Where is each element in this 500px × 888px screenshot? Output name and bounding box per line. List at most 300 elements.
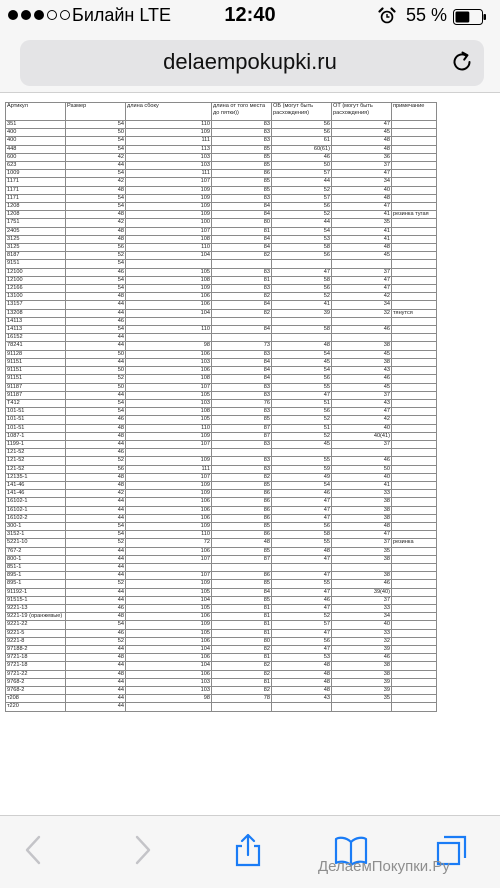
table-row xyxy=(6,186,437,194)
size-cell: 46 xyxy=(66,416,126,424)
hip-girth-cell: 56 xyxy=(272,637,332,645)
article-cell: 1087-1 xyxy=(6,432,66,440)
hip-girth-cell: 49 xyxy=(272,473,332,481)
side-length-cell: 110 xyxy=(126,424,212,432)
size-cell: 54 xyxy=(66,260,126,268)
side-length-cell: 109 xyxy=(126,194,212,202)
waist-girth-cell: 41 xyxy=(332,211,392,219)
note-cell xyxy=(392,572,437,580)
article-cell: 1208 xyxy=(6,203,66,211)
header-waist-girth: ОТ (могут быть расхождения) xyxy=(332,103,392,121)
waist-girth-cell: 47 xyxy=(332,121,392,129)
waist-girth-cell: 33 xyxy=(332,490,392,498)
reload-icon[interactable] xyxy=(449,49,475,75)
note-cell xyxy=(392,473,437,481)
hip-girth-cell: 56 xyxy=(272,375,332,383)
table-row xyxy=(6,522,437,530)
heel-length-cell xyxy=(212,563,272,571)
heel-length-cell: 78 xyxy=(212,695,272,703)
heel-length-cell: 84 xyxy=(212,211,272,219)
table-row xyxy=(6,129,437,137)
header-note: примечание xyxy=(392,103,437,121)
heel-length-cell xyxy=(212,449,272,457)
hip-girth-cell: 48 xyxy=(272,687,332,695)
table-row xyxy=(6,391,437,399)
table-row xyxy=(6,194,437,202)
size-cell: 54 xyxy=(66,621,126,629)
hip-girth-cell: 54 xyxy=(272,350,332,358)
heel-length-cell: 83 xyxy=(212,268,272,276)
size-cell: 48 xyxy=(66,211,126,219)
heel-length-cell: 85 xyxy=(212,153,272,161)
hip-girth-cell: 56 xyxy=(272,522,332,530)
note-cell xyxy=(392,481,437,489)
hip-girth-cell xyxy=(272,703,332,711)
waist-girth-cell: 37 xyxy=(332,391,392,399)
article-cell: 91192-1 xyxy=(6,588,66,596)
side-length-cell: 110 xyxy=(126,244,212,252)
heel-length-cell: 86 xyxy=(212,498,272,506)
size-cell: 48 xyxy=(66,424,126,432)
heel-length-cell: 83 xyxy=(212,129,272,137)
heel-length-cell: 83 xyxy=(212,383,272,391)
note-cell xyxy=(392,662,437,670)
heel-length-cell: 82 xyxy=(212,662,272,670)
article-cell: 9151 xyxy=(6,260,66,268)
hip-girth-cell: 55 xyxy=(272,539,332,547)
article-cell: 9221-13 xyxy=(6,604,66,612)
table-row xyxy=(6,440,437,448)
side-length-cell: 108 xyxy=(126,408,212,416)
heel-length-cell: 83 xyxy=(212,194,272,202)
heel-length-cell: 86 xyxy=(212,572,272,580)
hip-girth-cell: 58 xyxy=(272,244,332,252)
back-chevron-icon[interactable] xyxy=(16,832,52,868)
size-cell: 44 xyxy=(66,563,126,571)
side-length-cell: 103 xyxy=(126,162,212,170)
side-length-cell: 109 xyxy=(126,211,212,219)
size-cell: 44 xyxy=(66,342,126,350)
article-cell: 9768-2 xyxy=(6,687,66,695)
heel-length-cell: 81 xyxy=(212,629,272,637)
table-row xyxy=(6,678,437,686)
waist-girth-cell: 50 xyxy=(332,465,392,473)
note-cell xyxy=(392,350,437,358)
side-length-cell: 109 xyxy=(126,129,212,137)
heel-length-cell: 87 xyxy=(212,432,272,440)
hip-girth-cell: 47 xyxy=(272,498,332,506)
heel-length-cell: 82 xyxy=(212,687,272,695)
waist-girth-cell: 38 xyxy=(332,358,392,366)
waist-girth-cell: 47 xyxy=(332,531,392,539)
side-length-cell: 107 xyxy=(126,572,212,580)
heel-length-cell xyxy=(212,317,272,325)
hip-girth-cell: 39 xyxy=(272,309,332,317)
header-size: Размер xyxy=(66,103,126,121)
note-cell xyxy=(392,670,437,678)
table-row xyxy=(6,424,437,432)
note-cell xyxy=(392,268,437,276)
hip-girth-cell: 48 xyxy=(272,662,332,670)
article-cell: 12100 xyxy=(6,268,66,276)
table-row xyxy=(6,408,437,416)
heel-length-cell: 85 xyxy=(212,178,272,186)
hip-girth-cell: 56 xyxy=(272,129,332,137)
table-row xyxy=(6,465,437,473)
hip-girth-cell: 56 xyxy=(272,121,332,129)
side-length-cell: 106 xyxy=(126,301,212,309)
hip-girth-cell: 52 xyxy=(272,186,332,194)
heel-length-cell: 83 xyxy=(212,350,272,358)
hip-girth-cell: 52 xyxy=(272,211,332,219)
hip-girth-cell: 47 xyxy=(272,506,332,514)
heel-length-cell: 76 xyxy=(212,399,272,407)
table-row xyxy=(6,481,437,489)
heel-length-cell: 84 xyxy=(212,235,272,243)
heel-length-cell: 81 xyxy=(212,613,272,621)
size-cell: 44 xyxy=(66,547,126,555)
table-row xyxy=(6,293,437,301)
article-cell: 91515-1 xyxy=(6,596,66,604)
size-cell: 56 xyxy=(66,465,126,473)
note-cell xyxy=(392,596,437,604)
heel-length-cell: 83 xyxy=(212,465,272,473)
waist-girth-cell: 41 xyxy=(332,235,392,243)
side-length-cell: 111 xyxy=(126,465,212,473)
size-cell: 46 xyxy=(66,317,126,325)
size-cell: 54 xyxy=(66,170,126,178)
waist-girth-cell: 37 xyxy=(332,596,392,604)
note-cell xyxy=(392,334,437,342)
heel-length-cell: 84 xyxy=(212,326,272,334)
size-cell: 54 xyxy=(66,145,126,153)
waist-girth-cell: 47 xyxy=(332,203,392,211)
heel-length-cell: 82 xyxy=(212,252,272,260)
side-length-cell: 107 xyxy=(126,178,212,186)
waist-girth-cell: 40 xyxy=(332,473,392,481)
hip-girth-cell: 55 xyxy=(272,580,332,588)
article-cell: 16102-1 xyxy=(6,506,66,514)
waist-girth-cell xyxy=(332,563,392,571)
size-cell: 48 xyxy=(66,235,126,243)
note-cell xyxy=(392,383,437,391)
article-cell: 300-1 xyxy=(6,522,66,530)
side-length-cell: 103 xyxy=(126,153,212,161)
table-row xyxy=(6,309,437,317)
table-row xyxy=(6,539,437,547)
table-row xyxy=(6,260,437,268)
waist-girth-cell: 40 xyxy=(332,424,392,432)
size-cell: 54 xyxy=(66,121,126,129)
size-cell: 48 xyxy=(66,613,126,621)
side-length-cell: 103 xyxy=(126,678,212,686)
note-cell xyxy=(392,186,437,194)
note-cell xyxy=(392,408,437,416)
note-cell xyxy=(392,490,437,498)
note-cell xyxy=(392,604,437,612)
article-cell: 5221-10 xyxy=(6,539,66,547)
article-cell: 14113 xyxy=(6,317,66,325)
size-cell: 52 xyxy=(66,375,126,383)
size-cell: 42 xyxy=(66,490,126,498)
note-cell xyxy=(392,227,437,235)
side-length-cell: 107 xyxy=(126,473,212,481)
note-cell xyxy=(392,293,437,301)
hip-girth-cell: 51 xyxy=(272,399,332,407)
note-cell xyxy=(392,416,437,424)
article-cell: 448 xyxy=(6,145,66,153)
waist-girth-cell: 37 xyxy=(332,268,392,276)
waist-girth-cell: 42 xyxy=(332,416,392,424)
side-length-cell: 105 xyxy=(126,629,212,637)
table-row xyxy=(6,203,437,211)
forward-chevron-icon[interactable] xyxy=(124,832,160,868)
note-cell xyxy=(392,244,437,252)
table-row xyxy=(6,121,437,129)
article-cell: 91128 xyxy=(6,350,66,358)
note-cell xyxy=(392,588,437,596)
table-row xyxy=(6,473,437,481)
table-row xyxy=(6,563,437,571)
waist-girth-cell: 45 xyxy=(332,252,392,260)
table-row xyxy=(6,301,437,309)
waist-girth-cell: 35 xyxy=(332,695,392,703)
article-cell: т208 xyxy=(6,695,66,703)
side-length-cell: 107 xyxy=(126,227,212,235)
table-row xyxy=(6,687,437,695)
hip-girth-cell: 56 xyxy=(272,408,332,416)
side-length-cell: 105 xyxy=(126,604,212,612)
size-cell: 44 xyxy=(66,301,126,309)
note-cell xyxy=(392,276,437,284)
watermark: ДелаемПокупки.Ру xyxy=(318,858,450,875)
article-cell: 121-52 xyxy=(6,465,66,473)
web-content xyxy=(0,93,500,815)
table-row xyxy=(6,596,437,604)
side-length-cell: 105 xyxy=(126,268,212,276)
hip-girth-cell: 59 xyxy=(272,465,332,473)
size-cell: 56 xyxy=(66,244,126,252)
size-cell: 44 xyxy=(66,514,126,522)
note-cell xyxy=(392,498,437,506)
article-cell: 16102-1 xyxy=(6,498,66,506)
side-length-cell xyxy=(126,317,212,325)
side-length-cell: 106 xyxy=(126,367,212,375)
waist-girth-cell: 32 xyxy=(332,309,392,317)
hip-girth-cell: 52 xyxy=(272,416,332,424)
hip-girth-cell: 48 xyxy=(272,670,332,678)
side-length-cell: 105 xyxy=(126,588,212,596)
side-length-cell: 104 xyxy=(126,309,212,317)
size-cell: 48 xyxy=(66,227,126,235)
side-length-cell xyxy=(126,563,212,571)
waist-girth-cell: 37 xyxy=(332,440,392,448)
note-cell xyxy=(392,555,437,563)
waist-girth-cell: 46 xyxy=(332,457,392,465)
heel-length-cell: 84 xyxy=(212,367,272,375)
heel-length-cell: 86 xyxy=(212,514,272,522)
waist-girth-cell: 42 xyxy=(332,293,392,301)
table-row xyxy=(6,670,437,678)
size-cell: 44 xyxy=(66,498,126,506)
waist-girth-cell: 48 xyxy=(332,137,392,145)
note-cell xyxy=(392,703,437,711)
side-length-cell: 104 xyxy=(126,596,212,604)
size-cell: 52 xyxy=(66,580,126,588)
note-cell xyxy=(392,449,437,457)
hip-girth-cell: 58 xyxy=(272,531,332,539)
size-cell: 54 xyxy=(66,194,126,202)
heel-length-cell: 73 xyxy=(212,342,272,350)
hip-girth-cell: 58 xyxy=(272,326,332,334)
article-cell: 16152 xyxy=(6,334,66,342)
waist-girth-cell: 38 xyxy=(332,506,392,514)
size-cell: 48 xyxy=(66,481,126,489)
note-cell xyxy=(392,235,437,243)
article-cell: 400 xyxy=(6,137,66,145)
size-cell: 50 xyxy=(66,383,126,391)
hip-girth-cell: 53 xyxy=(272,654,332,662)
waist-girth-cell: 38 xyxy=(332,514,392,522)
side-length-cell: 105 xyxy=(126,416,212,424)
waist-girth-cell: 33 xyxy=(332,629,392,637)
table-row xyxy=(6,613,437,621)
side-length-cell: 113 xyxy=(126,145,212,153)
article-cell: 1171 xyxy=(6,194,66,202)
waist-girth-cell: 39(40) xyxy=(332,588,392,596)
heel-length-cell: 81 xyxy=(212,621,272,629)
table-row xyxy=(6,498,437,506)
side-length-cell: 111 xyxy=(126,137,212,145)
article-cell: 9721-18 xyxy=(6,662,66,670)
waist-girth-cell: 36 xyxy=(332,153,392,161)
waist-girth-cell: 48 xyxy=(332,522,392,530)
note-cell xyxy=(392,621,437,629)
heel-length-cell: 86 xyxy=(212,490,272,498)
address-bar xyxy=(0,34,500,93)
waist-girth-cell: 43 xyxy=(332,399,392,407)
article-cell: 9721-22 xyxy=(6,670,66,678)
size-cell: 54 xyxy=(66,276,126,284)
hip-girth-cell: 46 xyxy=(272,153,332,161)
size-cell: 46 xyxy=(66,604,126,612)
waist-girth-cell: 37 xyxy=(332,539,392,547)
heel-length-cell: 86 xyxy=(212,531,272,539)
table-row xyxy=(6,276,437,284)
hip-girth-cell: 56 xyxy=(272,285,332,293)
heel-length-cell: 86 xyxy=(212,170,272,178)
hip-girth-cell: 41 xyxy=(272,301,332,309)
size-cell: 52 xyxy=(66,457,126,465)
size-cell: 44 xyxy=(66,687,126,695)
size-cell: 44 xyxy=(66,440,126,448)
heel-length-cell: 82 xyxy=(212,293,272,301)
size-cell: 44 xyxy=(66,646,126,654)
hip-girth-cell: 45 xyxy=(272,440,332,448)
article-cell: 9221-19 (оранжевые) xyxy=(6,613,66,621)
note-cell xyxy=(392,687,437,695)
heel-length-cell: 84 xyxy=(212,358,272,366)
table-row xyxy=(6,457,437,465)
table-row xyxy=(6,350,437,358)
waist-girth-cell: 38 xyxy=(332,670,392,678)
note-cell xyxy=(392,465,437,473)
waist-girth-cell: 47 xyxy=(332,285,392,293)
size-cell: 54 xyxy=(66,137,126,145)
waist-girth-cell xyxy=(332,449,392,457)
waist-girth-cell: 48 xyxy=(332,244,392,252)
note-cell xyxy=(392,646,437,654)
table-row xyxy=(6,383,437,391)
table-row xyxy=(6,695,437,703)
note-cell xyxy=(392,252,437,260)
note-cell xyxy=(392,629,437,637)
hip-girth-cell: 47 xyxy=(272,588,332,596)
size-cell: 52 xyxy=(66,539,126,547)
waist-girth-cell: 46 xyxy=(332,580,392,588)
heel-length-cell: 81 xyxy=(212,227,272,235)
side-length-cell: 98 xyxy=(126,342,212,350)
note-cell xyxy=(392,563,437,571)
heel-length-cell: 83 xyxy=(212,137,272,145)
table-row xyxy=(6,244,437,252)
article-cell: 12135-1 xyxy=(6,473,66,481)
article-cell: 600 xyxy=(6,153,66,161)
table-row xyxy=(6,416,437,424)
table-row xyxy=(6,506,437,514)
size-cell: 44 xyxy=(66,662,126,670)
waist-girth-cell: 40(41) xyxy=(332,432,392,440)
url-text[interactable]: delaempokupki.ru xyxy=(163,49,337,74)
size-cell: 54 xyxy=(66,203,126,211)
table-row xyxy=(6,580,437,588)
side-length-cell: 109 xyxy=(126,621,212,629)
waist-girth-cell: 45 xyxy=(332,383,392,391)
table-row xyxy=(6,531,437,539)
side-length-cell xyxy=(126,449,212,457)
article-cell: 141-46 xyxy=(6,481,66,489)
share-icon[interactable] xyxy=(230,832,266,868)
size-cell: 48 xyxy=(66,670,126,678)
heel-length-cell: 85 xyxy=(212,580,272,588)
article-cell: 101-51 xyxy=(6,424,66,432)
size-cell: 48 xyxy=(66,473,126,481)
side-length-cell: 109 xyxy=(126,490,212,498)
size-cell: 48 xyxy=(66,654,126,662)
hip-girth-cell: 47 xyxy=(272,604,332,612)
heel-length-cell: 85 xyxy=(212,186,272,194)
heel-length-cell: 85 xyxy=(212,547,272,555)
article-cell: 1009 xyxy=(6,170,66,178)
note-cell xyxy=(392,522,437,530)
note-cell xyxy=(392,203,437,211)
size-cell: 44 xyxy=(66,358,126,366)
note-cell xyxy=(392,547,437,555)
table-row xyxy=(6,375,437,383)
note-cell xyxy=(392,695,437,703)
size-cell: 54 xyxy=(66,531,126,539)
size-cell: 50 xyxy=(66,367,126,375)
heel-length-cell xyxy=(212,703,272,711)
note-cell xyxy=(392,637,437,645)
hip-girth-cell: 58 xyxy=(272,276,332,284)
table-row xyxy=(6,153,437,161)
article-cell: 78241 xyxy=(6,342,66,350)
heel-length-cell: 83 xyxy=(212,121,272,129)
note-cell xyxy=(392,506,437,514)
article-cell: 121-52 xyxy=(6,457,66,465)
note-cell xyxy=(392,342,437,350)
